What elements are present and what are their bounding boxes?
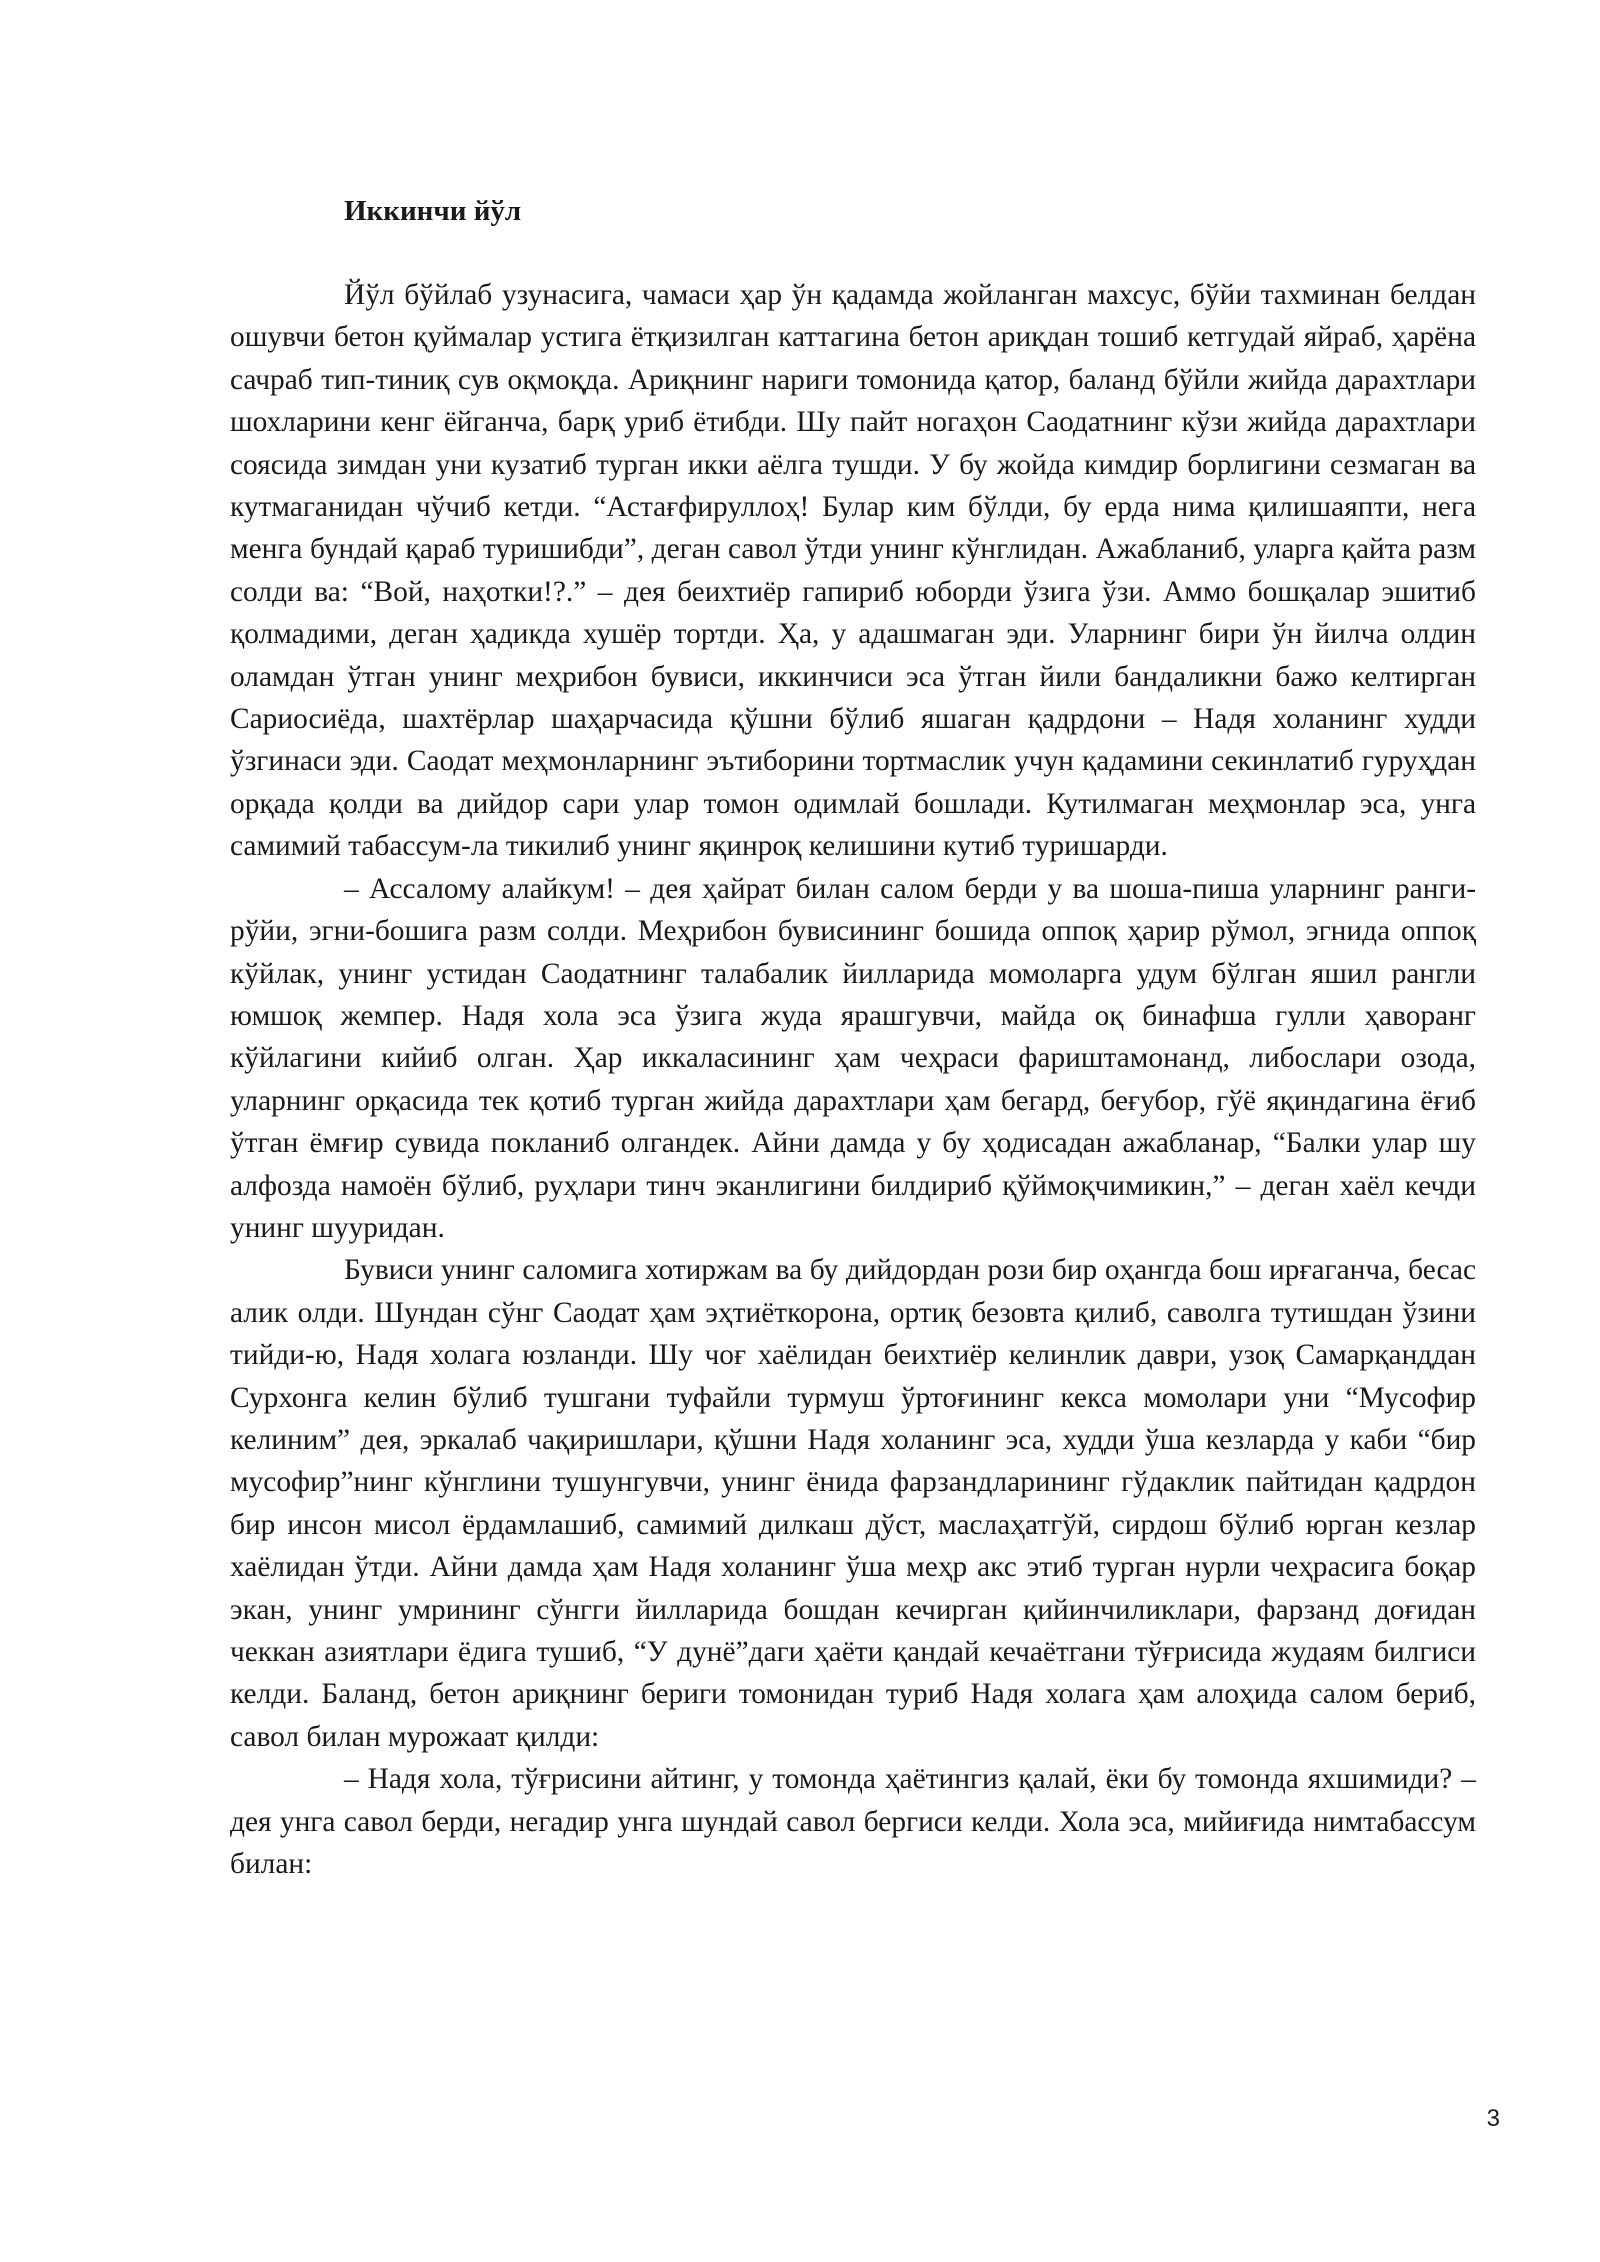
paragraph-2: – Ассалому алайкум! – дея ҳайрат билан салом берди у ва шоша-пиша уларнинг ранги-рўйи, эгни-бошига разм солди. Меҳрибон бувисининг бошида оппоқ ҳарир рўмол, эгнида оппоқ кўйлак, унинг устидан Саодатнинг талабалик йилларида момоларга удум бўлган яшил рангли юмшоқ жемпер. Надя хола эса ўзига жуда ярашгувчи, майда оқ бинафша гулли ҳаворанг кўйлагини кийиб олган. Ҳар иккаласининг ҳам чеҳраси фариштамонанд, либослари озода, уларнинг орқасида тек қотиб турган жийда дарахтлари ҳам бегард, беғубор, гўё яқиндагина ёғиб ўтган ёмғир сувида покланиб олгандек. Айни дамда у бу ҳодисадан ажабланар, “Балки улар шу алфозда намоён бўлиб, руҳлари тинч эканлигини билдириб қўймоқчимикин,” – деган хаёл кечди унинг шууридан.: [230, 872, 1476, 1244]
body-text: [230, 274, 1476, 1885]
paragraph-1: Йўл бўйлаб узунасига, чамаси ҳар ўн қадамда жойланган махсус, бўйи тахминан белдан ошувчи бетон қуймалар устига ётқизилган каттагина бетон ариқдан тошиб кетгудай яйраб, ҳарёна сачраб тип-тиниқ сув оқмоқда. Ариқнинг нариги томонида қатор, баланд бўйли жийда дарахтлари шохларини кенг ёйганча, барқ уриб ётибди. Шу пайт ногаҳон Саодатнинг кўзи жийда дарахтлари соясида зимдан уни кузатиб турган икки аёлга тушди. У бу жойда кимдир борлигини сезмаган ва кутмаганидан чўчиб кетди. “Астағфируллоҳ! Булар ким бўлди, бу ерда нима қилишаяпти, нега менга бундай қараб туришибди”, деган савол ўтди унинг кўнглидан. Ажабланиб, уларга қайта разм солди ва: “Вой, наҳотки!?.” – дея беихтиёр гапириб юборди ўзига ўзи. Аммо бошқалар эшитиб қолмадими, деган ҳадикда хушёр тортди. Ҳа, у адашмаган эди. Уларнинг бири ўн йилча олдин оламдан ўтган унинг меҳрибон бувиси, иккинчиси эса ўтган йили бандаликни бажо келтирган Сариосиёда, шахтёрлар шаҳарчасида қўшни бўлиб яшаган қадрдони – Надя холанинг худди ўзгинаси эди. Саодат меҳмонларнинг эътиборини тортмаслик учун қадамини секинлатиб гуруҳдан орқада қолди ва дийдор сари улар томон одимлай бошлади. Кутилмаган меҳмонлар эса, унга самимий табассум-ла тикилиб унинг яқинроқ келишини кутиб туришарди.: [230, 279, 1476, 863]
chapter-heading: Иккинчи йўл: [344, 195, 522, 227]
paragraph-4: – Надя хола, тўғрисини айтинг, у томонда ҳаётингиз қалай, ёки бу томонда яхшимиди? – дея унга савол берди, негадир унга шундай савол бергиси келди. Хола эса, мийиғида нимтабассум билан:: [230, 1763, 1476, 1881]
page-content: [230, 190, 1476, 1885]
paragraph-3: Бувиси унинг саломига хотиржам ва бу дийдордан рози бир оҳангда бош ирғаганча, бесас алик олди. Шундан сўнг Саодат ҳам эҳтиёткорона, ортиқ безовта қилиб, саволга тутишдан ўзини тийди-ю, Надя холага юзланди. Шу чоғ хаёлидан беихтиёр келинлик даври, узоқ Самарқанддан Сурхонга келин бўлиб тушгани туфайли турмуш ўртоғининг кекса момолари уни “Мусофир келиним” дея, эркалаб чақиришлари, қўшни Надя холанинг эса, худди ўша кезларда у каби “бир мусофир”нинг кўнглини тушунгувчи, унинг ёнида фарзандларининг гўдаклик пайтидан қадрдон бир инсон мисол ёрдамлашиб, самимий дилкаш дўст, маслаҳатгўй, сирдош бўлиб юрган кезлар хаёлидан ўтди. Айни дамда ҳам Надя холанинг ўша меҳр акс этиб турган нурли чеҳрасига боқар экан, унинг умрининг сўнгги йилларида бошдан кечирган қийинчиликлари, фарзанд доғидан чеккан азиятлари ёдига тушиб, “У дунё”даги ҳаёти қандай кечаётгани тўғрисида жудаям билгиси келди. Баланд, бетон ариқнинг бериги томонидан туриб Надя холага ҳам алоҳида салом бериб, савол билан мурожаат қилди:: [230, 1254, 1476, 1753]
page-number: 3: [1486, 2105, 1500, 2132]
